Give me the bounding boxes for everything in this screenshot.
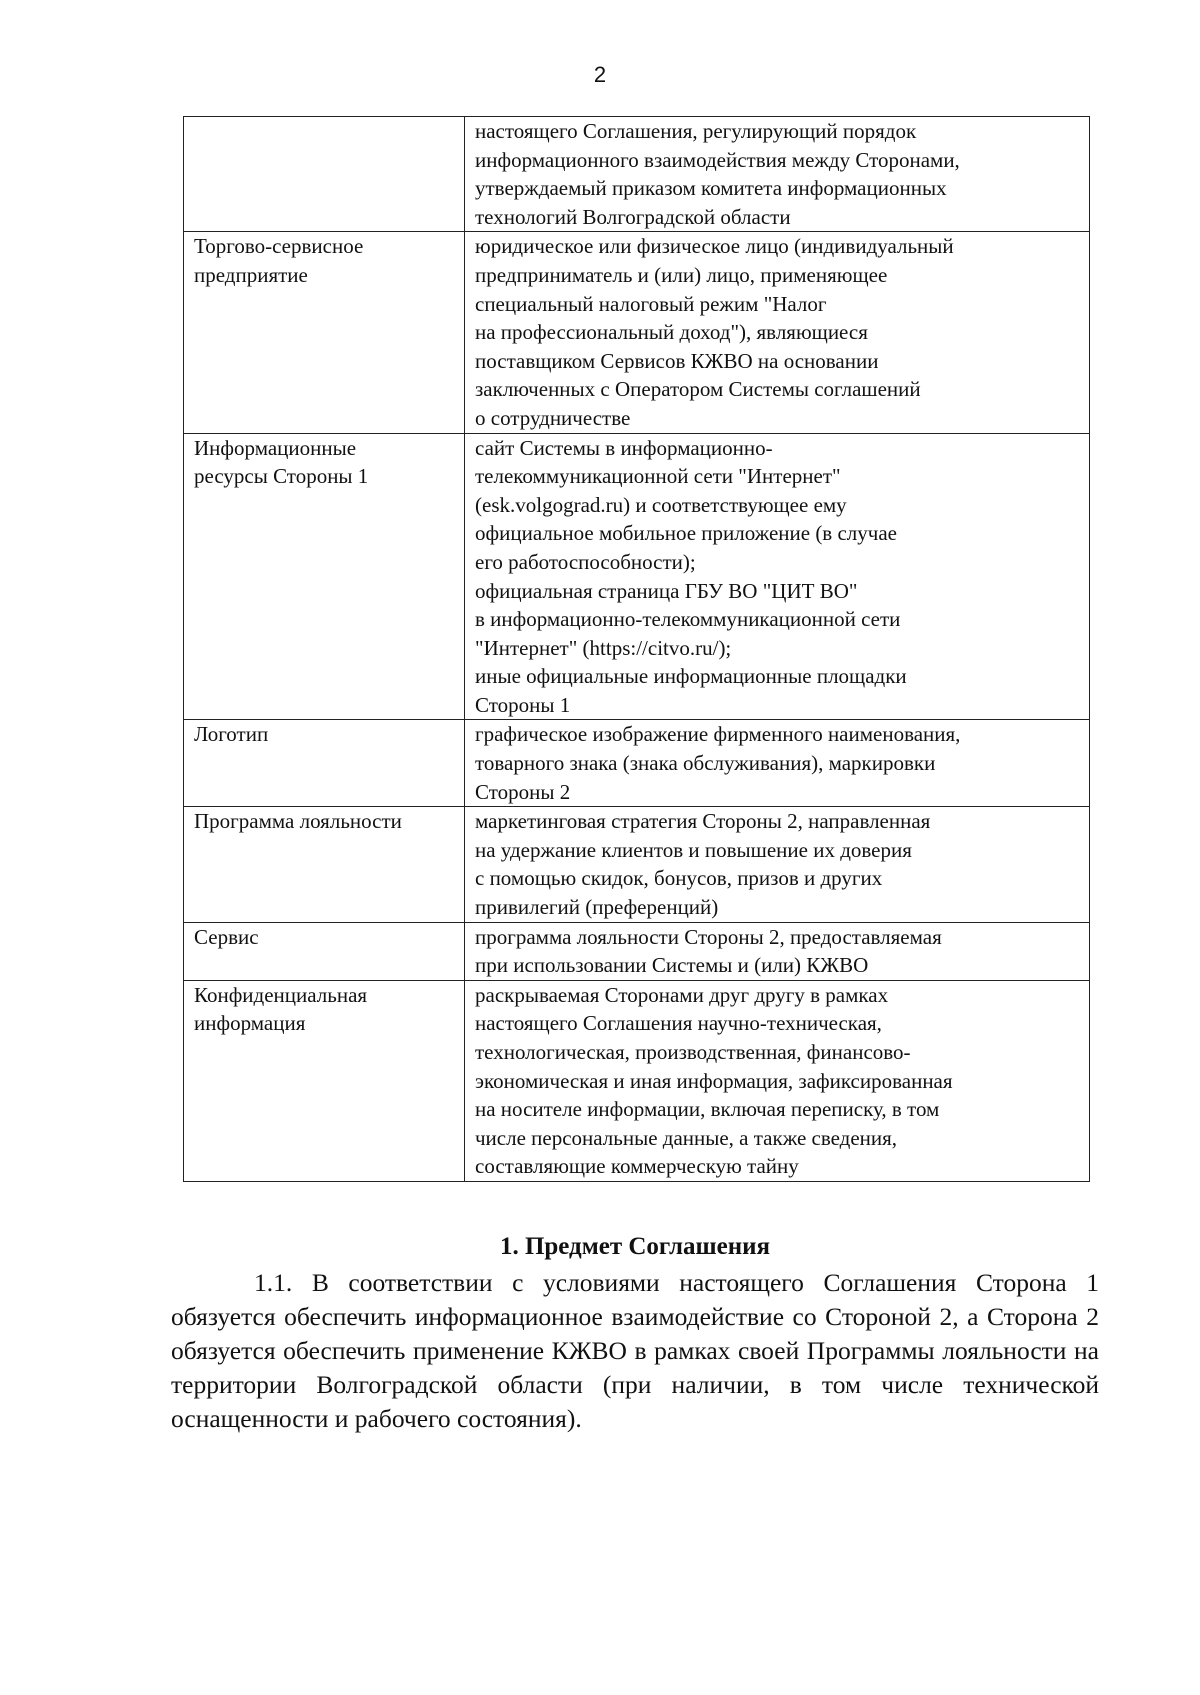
section-title: 1. Предмет Соглашения [499,1233,771,1260]
term-cell: Торгово-сервисное предприятие [184,232,465,433]
table-row [184,232,1090,433]
table-row [184,117,1090,232]
term-cell: Информационные ресурсы Стороны 1 [184,433,465,720]
table-row [184,807,1090,922]
definition-cell: настоящего Соглашения, регулирующий порядок информационного взаимодействия между Сторонами, утверждаемый приказом комитета информационных технологий Волгоградской области [465,117,1090,232]
definition-cell: раскрываемая Сторонами друг другу в рамках настоящего Соглашения научно-техническая, технологическая, производственная, финансово- экономическая и иная информация, зафиксированная на носителе информации, включая переписку, в том числе персональные данные, а также сведения, составляющие коммерческую тайну [465,980,1090,1181]
definition-cell: программа лояльности Стороны 2, предоставляемая при использовании Системы и (или) КЖВО [465,922,1090,980]
definition-cell: юридическое или физическое лицо (индивидуальный предприниматель и (или) лицо, применяющее специальный налоговый режим "Налог на профессиональный доход"), являющиеся поставщиком Сервисов КЖВО на основании заключенных с Оператором Системы соглашений о сотрудничестве [465,232,1090,433]
term-cell: Конфиденциальная информация [184,980,465,1181]
table-row [184,720,1090,807]
term-cell [184,117,465,232]
table-row [184,922,1090,980]
table-row [184,980,1090,1181]
definition-cell: маркетинговая стратегия Стороны 2, направленная на удержание клиентов и повышение их доверия с помощью скидок, бонусов, призов и других привилегий (преференций) [465,807,1090,922]
table-row [184,433,1090,720]
term-cell: Логотип [184,720,465,807]
section-subject [171,1230,1099,1436]
section-paragraph: 1.1. В соответствии с условиями настоящего Соглашения Сторона 1 обязуется обеспечить информационное взаимодействие со Стороной 2, а Сторона 2 обязуется обеспечить применение КЖВО в рамках своей Программы лояльности на территории Волгоградской области (при наличии, в том числе технической оснащенности и рабочего состояния). [171,1268,1099,1433]
definition-cell: сайт Системы в информационно- телекоммуникационной сети "Интернет" (esk.volgograd.ru) и соответствующее ему официальное мобильное приложение (в случае его работоспособности); официальная страница ГБУ ВО "ЦИТ ВО" в информационно-телекоммуникационной сети "Интернет" (https://citvo.ru/); иные официальные информационные площадки Стороны 1 [465,433,1090,720]
page-number: 2 [593,62,607,87]
definition-cell: графическое изображение фирменного наименования, товарного знака (знака обслуживания), маркировки Стороны 2 [465,720,1090,807]
definitions-table [183,116,1090,1182]
term-cell: Программа лояльности [184,807,465,922]
term-cell: Сервис [184,922,465,980]
